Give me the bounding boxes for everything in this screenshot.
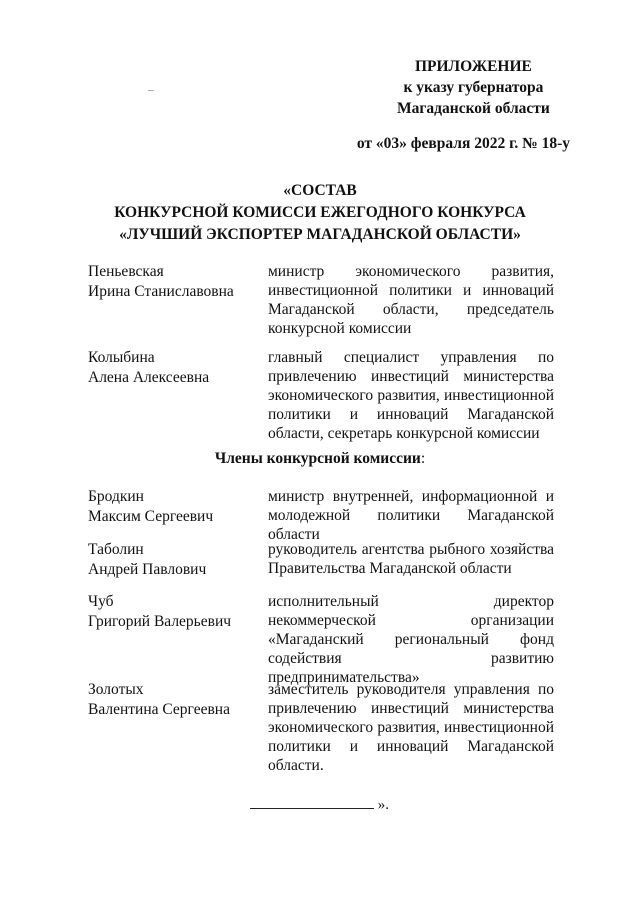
person-name [88,487,258,527]
members-heading-colon: : [420,450,426,467]
person-given-name: Максим Сергеевич [88,508,214,525]
heading-line-2: КОНКУРСНОЙ КОМИССИ ЕЖЕГОДНОГО КОНКУРСА [114,204,526,221]
person-surname: Таболин [88,541,144,558]
members-heading [60,450,580,468]
closing-underline [250,796,374,809]
person-role: заместитель руководителя управления по привлечению инвестиций министерства экономического развития, инвестиционной политики и инноваций Магаданской области. [268,681,554,774]
person-surname: Бродкин [88,488,144,505]
person-given-name: Андрей Павлович [88,561,207,578]
person-given-name: Валентина Сергеевна [88,701,230,718]
scan-mark [148,90,154,91]
person-name [88,680,258,720]
person-surname: Пеньевская [88,263,164,280]
person-given-name: Алена Алексеевна [88,369,210,386]
person-role: министр экономического развития, инвестиционной политики и инноваций Магаданской области, председатель конкурсной комиссии [268,263,554,337]
closing-line [250,796,450,814]
appendix-date: от «03» февраля 2022 г. № 18-у [356,135,570,152]
appendix-decree: к указу губернатора [403,79,544,96]
heading-line-1: «СОСТАВ [283,182,357,199]
person-given-name: Ирина Станиславовна [88,283,234,300]
person-role: министр внутренней, информационной и молодежной политики Магаданской области [268,488,554,543]
appendix-region: Магаданской области [397,100,550,117]
appendix-block [356,56,580,154]
person-surname: Колыбина [88,349,155,366]
document-heading [60,180,580,246]
person-surname: Чуб [88,593,114,610]
members-heading-text: Члены конкурсной комиссии [214,450,421,467]
person-role: главный специалист управления по привлечению инвестиций министерства экономического развития, инвестиционной политики и инноваций Магаданской области, секретарь конкурсной комиссии [268,349,554,442]
person-name [88,540,258,580]
closing-quote: ». [377,797,389,813]
person-surname: Золотых [88,681,144,698]
heading-line-3: «ЛУЧШИЙ ЭКСПОРТЕР МАГАДАНСКОЙ ОБЛАСТИ» [119,226,521,243]
person-given-name: Григорий Валерьевич [88,613,232,630]
person-name [88,348,258,388]
person-role: руководитель агентства рыбного хозяйства Правительства Магаданской области [268,541,554,577]
person-role: исполнительный директор некоммерческой организации «Магаданский региональный фонд содействия развитию предпринимательства» [268,593,554,686]
appendix-title: ПРИЛОЖЕНИЕ [414,58,532,75]
person-name [88,592,258,632]
person-name [88,262,258,302]
